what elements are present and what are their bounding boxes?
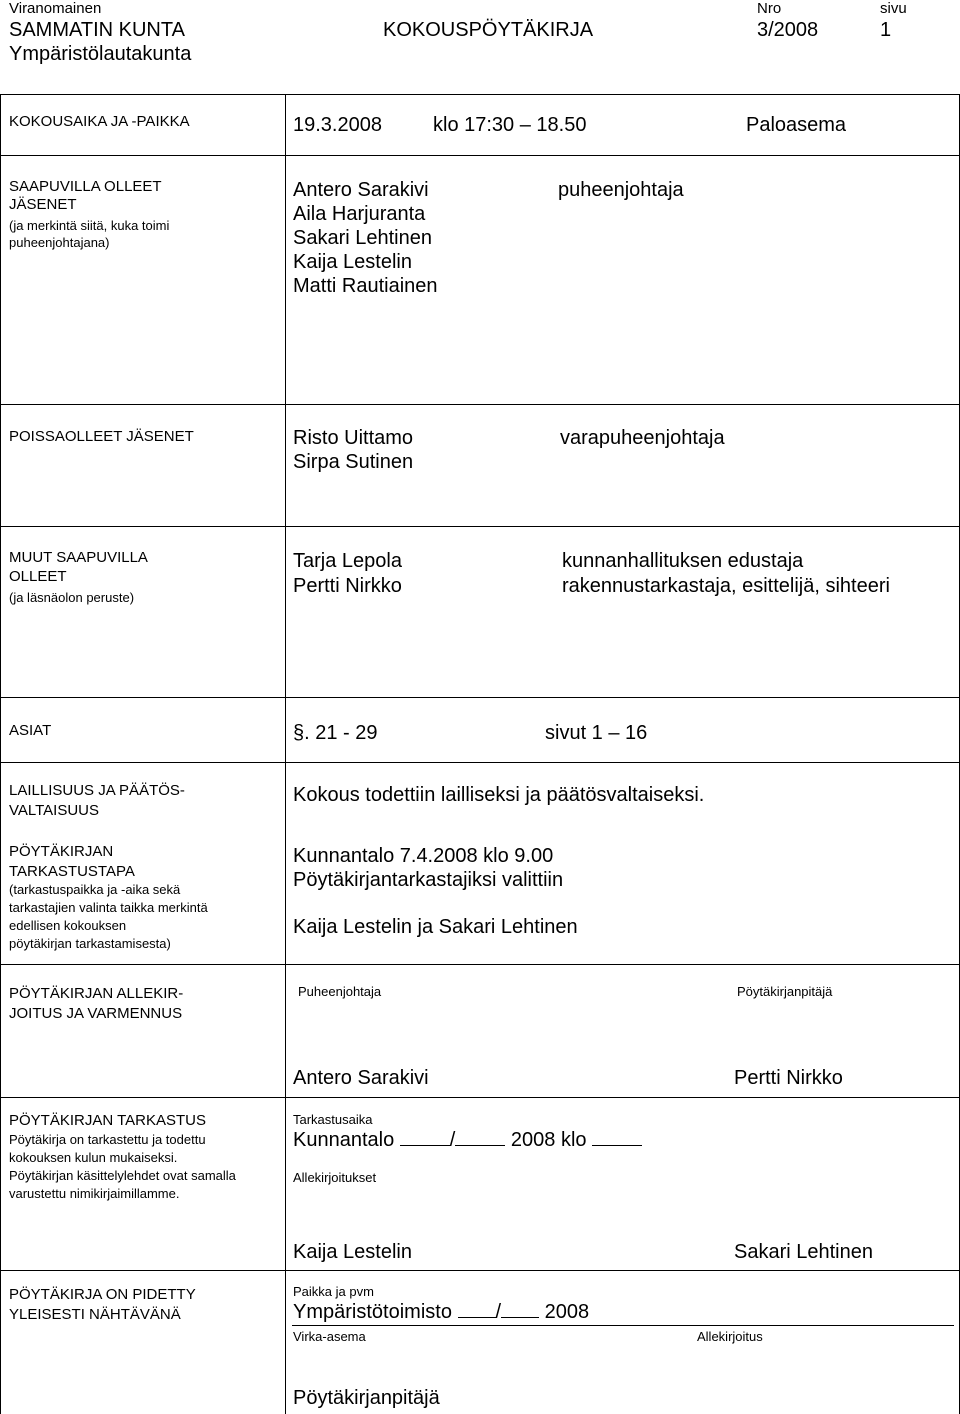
member-name: Aila Harjuranta bbox=[293, 203, 426, 225]
signature-label: Allekirjoitus bbox=[697, 1329, 763, 1344]
inspection-chosen-text: Pöytäkirjantarkastajiksi valittiin bbox=[293, 869, 564, 891]
divider bbox=[0, 762, 960, 763]
number-value: 3/2008 bbox=[757, 19, 819, 41]
inspection-note: Pöytäkirja on tarkastettu ja todettu bbox=[9, 1132, 206, 1147]
meeting-label: KOKOUSAIKA JA -PAIKKA bbox=[9, 113, 190, 130]
others-note: (ja läsnäolon peruste) bbox=[9, 590, 135, 605]
public-label: PÖYTÄKIRJA ON PIDETTY bbox=[9, 1286, 196, 1303]
divider bbox=[285, 94, 286, 1414]
divider bbox=[0, 94, 960, 95]
attendee-role: rakennustarkastaja, esittelijä, sihteeri bbox=[562, 575, 890, 597]
board-name: Ympäristölautakunta bbox=[9, 43, 192, 65]
attendee-role: kunnanhallituksen edustaja bbox=[562, 550, 804, 572]
inspection-method-note: (tarkastuspaikka ja -aika sekä bbox=[9, 882, 181, 897]
member-name: Sakari Lehtinen bbox=[293, 227, 432, 249]
date-slash: / bbox=[495, 1301, 502, 1323]
month-blank[interactable] bbox=[455, 1144, 505, 1146]
signer-name: Kaija Lestelin bbox=[293, 1241, 412, 1263]
signature-line bbox=[292, 1325, 954, 1326]
day-blank[interactable] bbox=[400, 1144, 450, 1146]
present-label: SAAPUVILLA OLLEET bbox=[9, 178, 162, 195]
matters-sections: §. 21 - 29 bbox=[293, 722, 378, 744]
inspection-place bbox=[293, 1128, 642, 1152]
legality-label: LAILLISUUS JA PÄÄTÖS- bbox=[9, 782, 185, 799]
member-name: Kaija Lestelin bbox=[293, 251, 412, 273]
inspection-method-label: TARKASTUSTAPA bbox=[9, 863, 135, 880]
member-name: Sirpa Sutinen bbox=[293, 451, 414, 473]
time-blank[interactable] bbox=[592, 1144, 642, 1146]
matters-label: ASIAT bbox=[9, 722, 52, 739]
legality-text: Kokous todettiin lailliseksi ja päätösvaltaiseksi. bbox=[293, 784, 705, 806]
meeting-time: klo 17:30 – 18.50 bbox=[433, 114, 587, 136]
legality-label: VALTAISUUS bbox=[9, 802, 100, 819]
secretary-signature-label: Pöytäkirjanpitäjä bbox=[737, 984, 833, 999]
public-place bbox=[293, 1300, 589, 1324]
inspection-place-time: Kunnantalo 7.4.2008 klo 9.00 bbox=[293, 845, 554, 867]
date-slash: / bbox=[449, 1129, 456, 1151]
others-label: MUUT SAAPUVILLA bbox=[9, 549, 148, 566]
present-label: JÄSENET bbox=[9, 196, 77, 213]
member-name: Matti Rautiainen bbox=[293, 275, 438, 297]
page-label: sivu bbox=[880, 0, 907, 17]
place-date-label: Paikka ja pvm bbox=[293, 1284, 374, 1299]
public-place-prefix: Ympäristötoimisto bbox=[293, 1301, 452, 1323]
public-year: 2008 bbox=[544, 1301, 590, 1323]
signing-label: PÖYTÄKIRJAN ALLEKIR- bbox=[9, 985, 184, 1002]
authority-label: Viranomainen bbox=[9, 0, 102, 17]
signing-label: JOITUS JA VARMENNUS bbox=[9, 1005, 183, 1022]
inspectors-names: Kaija Lestelin ja Sakari Lehtinen bbox=[293, 916, 578, 938]
inspection-note: Pöytäkirjan käsittelylehdet ovat samalla bbox=[9, 1168, 236, 1183]
absent-label: POISSAOLLEET JÄSENET bbox=[9, 428, 194, 445]
inspection-method-label: PÖYTÄKIRJAN bbox=[9, 843, 114, 860]
day-blank[interactable] bbox=[458, 1316, 496, 1318]
present-note: (ja merkintä siitä, kuka toimi bbox=[9, 218, 170, 233]
secretary-name: Pertti Nirkko bbox=[734, 1067, 843, 1089]
document-title: KOKOUSPÖYTÄKIRJA bbox=[383, 19, 594, 41]
divider bbox=[0, 94, 1, 1414]
number-label: Nro bbox=[757, 0, 782, 17]
chair-name: Antero Sarakivi bbox=[293, 1067, 429, 1089]
divider bbox=[0, 155, 960, 156]
page-value: 1 bbox=[880, 19, 892, 41]
vice-chair-role: varapuheenjohtaja bbox=[560, 427, 725, 449]
divider bbox=[0, 697, 960, 698]
inspection-note: varustettu nimikirjaimillamme. bbox=[9, 1186, 180, 1201]
office-label: Virka-asema bbox=[293, 1329, 366, 1344]
divider bbox=[0, 526, 960, 527]
divider bbox=[0, 1270, 960, 1271]
attendee-name: Tarja Lepola bbox=[293, 550, 402, 572]
signatures-label: Allekirjoitukset bbox=[293, 1170, 377, 1185]
divider bbox=[0, 1097, 960, 1098]
chair-role: puheenjohtaja bbox=[558, 179, 684, 201]
signer-name: Sakari Lehtinen bbox=[734, 1241, 873, 1263]
member-name: Antero Sarakivi bbox=[293, 179, 429, 201]
office-value: Pöytäkirjanpitäjä bbox=[293, 1387, 440, 1409]
inspection-year: 2008 klo bbox=[510, 1129, 587, 1151]
inspection-label: PÖYTÄKIRJAN TARKASTUS bbox=[9, 1112, 206, 1129]
divider bbox=[0, 404, 960, 405]
divider bbox=[0, 964, 960, 965]
present-note: puheenjohtajana) bbox=[9, 235, 110, 250]
inspection-place-prefix: Kunnantalo bbox=[293, 1129, 395, 1151]
public-label: YLEISESTI NÄHTÄVÄNÄ bbox=[9, 1306, 181, 1323]
matters-pages: sivut 1 – 16 bbox=[545, 722, 648, 744]
member-name: Risto Uittamo bbox=[293, 427, 414, 449]
meeting-date: 19.3.2008 bbox=[293, 114, 382, 136]
month-blank[interactable] bbox=[501, 1316, 539, 1318]
others-label: OLLEET bbox=[9, 568, 67, 585]
inspection-time-label: Tarkastusaika bbox=[293, 1112, 373, 1127]
chair-signature-label: Puheenjohtaja bbox=[298, 984, 382, 999]
municipality-name: SAMMATIN KUNTA bbox=[9, 19, 185, 41]
attendee-name: Pertti Nirkko bbox=[293, 575, 402, 597]
inspection-note: kokouksen kulun mukaiseksi. bbox=[9, 1150, 178, 1165]
inspection-method-note: tarkastajien valinta taikka merkintä bbox=[9, 900, 208, 915]
inspection-method-note: edellisen kokouksen bbox=[9, 918, 127, 933]
meeting-place: Paloasema bbox=[746, 114, 847, 136]
inspection-method-note: pöytäkirjan tarkastamisesta) bbox=[9, 936, 171, 951]
